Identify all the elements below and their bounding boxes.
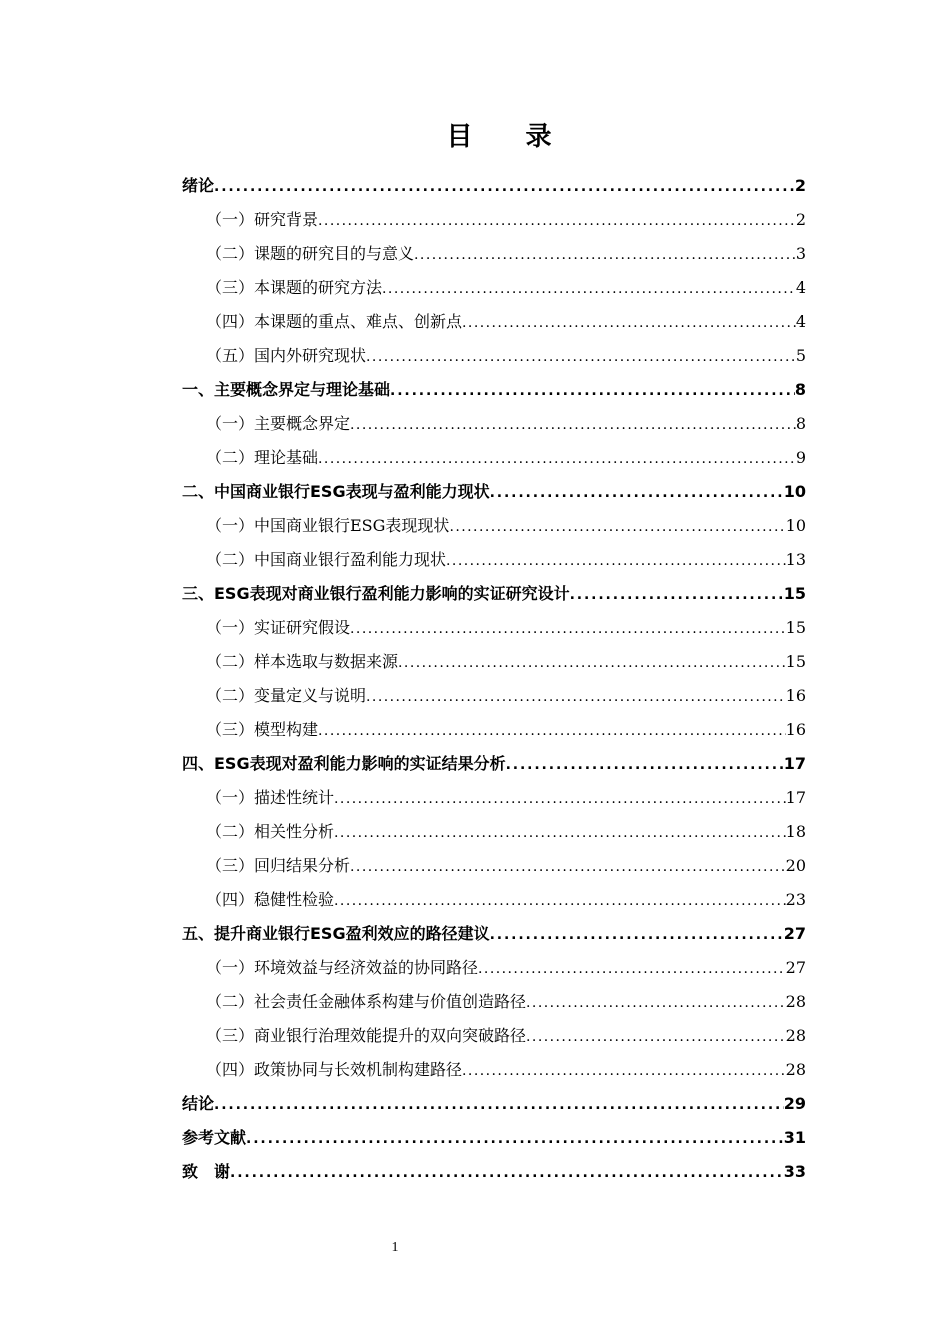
dot-leader (214, 170, 795, 204)
toc-entry-page: 3 (795, 244, 806, 263)
toc-entry (182, 1053, 806, 1087)
dot-leader (462, 1054, 786, 1088)
dot-leader (366, 680, 786, 714)
toc-entry-label: 结论 (182, 1094, 215, 1113)
dot-leader (490, 918, 784, 952)
toc-entry (182, 849, 806, 883)
dot-leader (366, 340, 796, 374)
toc-entry-label: （一）研究背景 (206, 210, 319, 229)
toc-entry-label: （四）本课题的重点、难点、创新点 (206, 312, 463, 331)
toc-entry-label: 参考文献 (182, 1128, 247, 1147)
toc-entry (182, 883, 806, 917)
toc-entry-label: （一）实证研究假设 (206, 618, 351, 637)
toc-entry-page: 4 (795, 278, 806, 297)
dot-leader (526, 1020, 786, 1054)
toc-entry-page: 27 (783, 924, 806, 943)
toc-title: 目 录 (446, 122, 574, 152)
toc-entry-page: 13 (785, 550, 806, 569)
toc-entry-label: （二）样本选取与数据来源 (206, 652, 399, 671)
toc-entry-page: 16 (785, 686, 806, 705)
toc-entry (182, 339, 806, 373)
toc-entry (182, 611, 806, 645)
toc-entry-page: 20 (785, 856, 806, 875)
dot-leader (318, 442, 796, 476)
toc-entry (182, 577, 806, 611)
dot-leader (526, 986, 786, 1020)
toc-entry (182, 747, 806, 781)
dot-leader (414, 238, 796, 272)
dot-leader (214, 1088, 784, 1122)
dot-leader (462, 306, 796, 340)
toc-entry-page: 16 (785, 720, 806, 739)
toc-entry (182, 713, 806, 747)
toc-entry (182, 509, 806, 543)
dot-leader (350, 408, 796, 442)
toc-entry-page: 15 (785, 618, 806, 637)
toc-entry (182, 679, 806, 713)
toc-entry-page: 5 (795, 346, 806, 365)
toc-entry-label: 五、提升商业银行ESG盈利效应的路径建议 (182, 924, 490, 943)
toc-entry-page: 9 (795, 448, 806, 467)
toc-entry (182, 1121, 806, 1155)
toc-entry-page: 27 (785, 958, 806, 977)
dot-leader (230, 1156, 784, 1190)
dot-leader (446, 544, 786, 578)
toc-entry-label: （三）模型构建 (206, 720, 319, 739)
toc-entry-page: 2 (795, 210, 806, 229)
page-number: 1 (391, 1240, 399, 1255)
toc-entry-label: （一）描述性统计 (206, 788, 335, 807)
toc-entry-page: 4 (795, 312, 806, 331)
toc-entry-page: 23 (785, 890, 806, 909)
toc-entry-page: 10 (785, 516, 806, 535)
dot-leader (570, 578, 784, 612)
toc-entry (182, 407, 806, 441)
toc-entry-page: 8 (794, 380, 806, 399)
toc-entry-label: 三、ESG表现对商业银行盈利能力影响的实证研究设计 (182, 584, 570, 603)
toc-entry-label: （三）商业银行治理效能提升的双向突破路径 (206, 1026, 527, 1045)
toc-entry-label: 一、主要概念界定与理论基础 (182, 380, 391, 399)
dot-leader (246, 1122, 784, 1156)
toc-entry-page: 28 (785, 992, 806, 1011)
toc-entry-label: （二）课题的研究目的与意义 (206, 244, 415, 263)
toc-entry-label: 二、中国商业银行ESG表现与盈利能力现状 (182, 482, 490, 501)
dot-leader (318, 204, 796, 238)
toc-entry-label: （二）社会责任金融体系构建与价值创造路径 (206, 992, 527, 1011)
toc-entry (182, 815, 806, 849)
toc-entry-page: 17 (783, 754, 806, 773)
toc-entry (182, 203, 806, 237)
dot-leader (318, 714, 786, 748)
toc-entry (182, 271, 806, 305)
toc-entry-label: （二）理论基础 (206, 448, 319, 467)
dot-leader (478, 952, 786, 986)
toc-entry-page: 28 (785, 1060, 806, 1079)
toc-entry-label: （四）政策协同与长效机制构建路径 (206, 1060, 463, 1079)
toc-entry-label: 致 谢 (182, 1162, 231, 1181)
toc-entry-label: （三）回归结果分析 (206, 856, 351, 875)
dot-leader (506, 748, 784, 782)
dot-leader (334, 782, 786, 816)
toc-entry (182, 543, 806, 577)
dot-leader (334, 884, 786, 918)
toc-entry-label: 四、ESG表现对盈利能力影响的实证结果分析 (182, 754, 506, 773)
toc-entry (182, 373, 806, 407)
toc-entry-label: （一）主要概念界定 (206, 414, 351, 433)
toc-entry-page: 33 (783, 1162, 806, 1181)
toc-entry-page: 15 (783, 584, 806, 603)
toc-entry-label: （三）本课题的研究方法 (206, 278, 383, 297)
dot-leader (350, 612, 786, 646)
toc-entry-label: （二）相关性分析 (206, 822, 335, 841)
dot-leader (334, 816, 786, 850)
toc-entry-label: （五）国内外研究现状 (206, 346, 367, 365)
toc-entry-page: 29 (783, 1094, 806, 1113)
toc-entry (182, 645, 806, 679)
toc-entry-page: 28 (785, 1026, 806, 1045)
toc-entry-label: （二）变量定义与说明 (206, 686, 367, 705)
toc-entry-label: （四）稳健性检验 (206, 890, 335, 909)
toc-entry-label: （一）中国商业银行ESG表现现状 (206, 516, 450, 535)
toc-entry-page: 10 (783, 482, 806, 501)
toc-entry (182, 951, 806, 985)
toc-entry (182, 1155, 806, 1189)
toc-entry-page: 2 (794, 176, 806, 195)
toc-entry-page: 8 (795, 414, 806, 433)
toc-entry (182, 237, 806, 271)
toc-entry (182, 917, 806, 951)
toc-entry-page: 17 (785, 788, 806, 807)
toc-entry-label: 绪论 (182, 176, 215, 195)
toc-entry (182, 781, 806, 815)
toc-entry (182, 169, 806, 203)
toc-entry-label: （一）环境效益与经济效益的协同路径 (206, 958, 479, 977)
toc-entry (182, 1019, 806, 1053)
dot-leader (382, 272, 796, 306)
dot-leader (390, 374, 795, 408)
toc-entry (182, 305, 806, 339)
toc-entry-label: （二）中国商业银行盈利能力现状 (206, 550, 447, 569)
dot-leader (350, 850, 786, 884)
toc-entry-page: 15 (785, 652, 806, 671)
toc-entry (182, 985, 806, 1019)
toc-entry-page: 31 (783, 1128, 806, 1147)
toc-entry (182, 475, 806, 509)
dot-leader (490, 476, 784, 510)
table-of-contents (182, 169, 806, 1189)
dot-leader (449, 510, 785, 544)
dot-leader (398, 646, 786, 680)
toc-entry-page: 18 (785, 822, 806, 841)
toc-entry (182, 1087, 806, 1121)
toc-entry (182, 441, 806, 475)
